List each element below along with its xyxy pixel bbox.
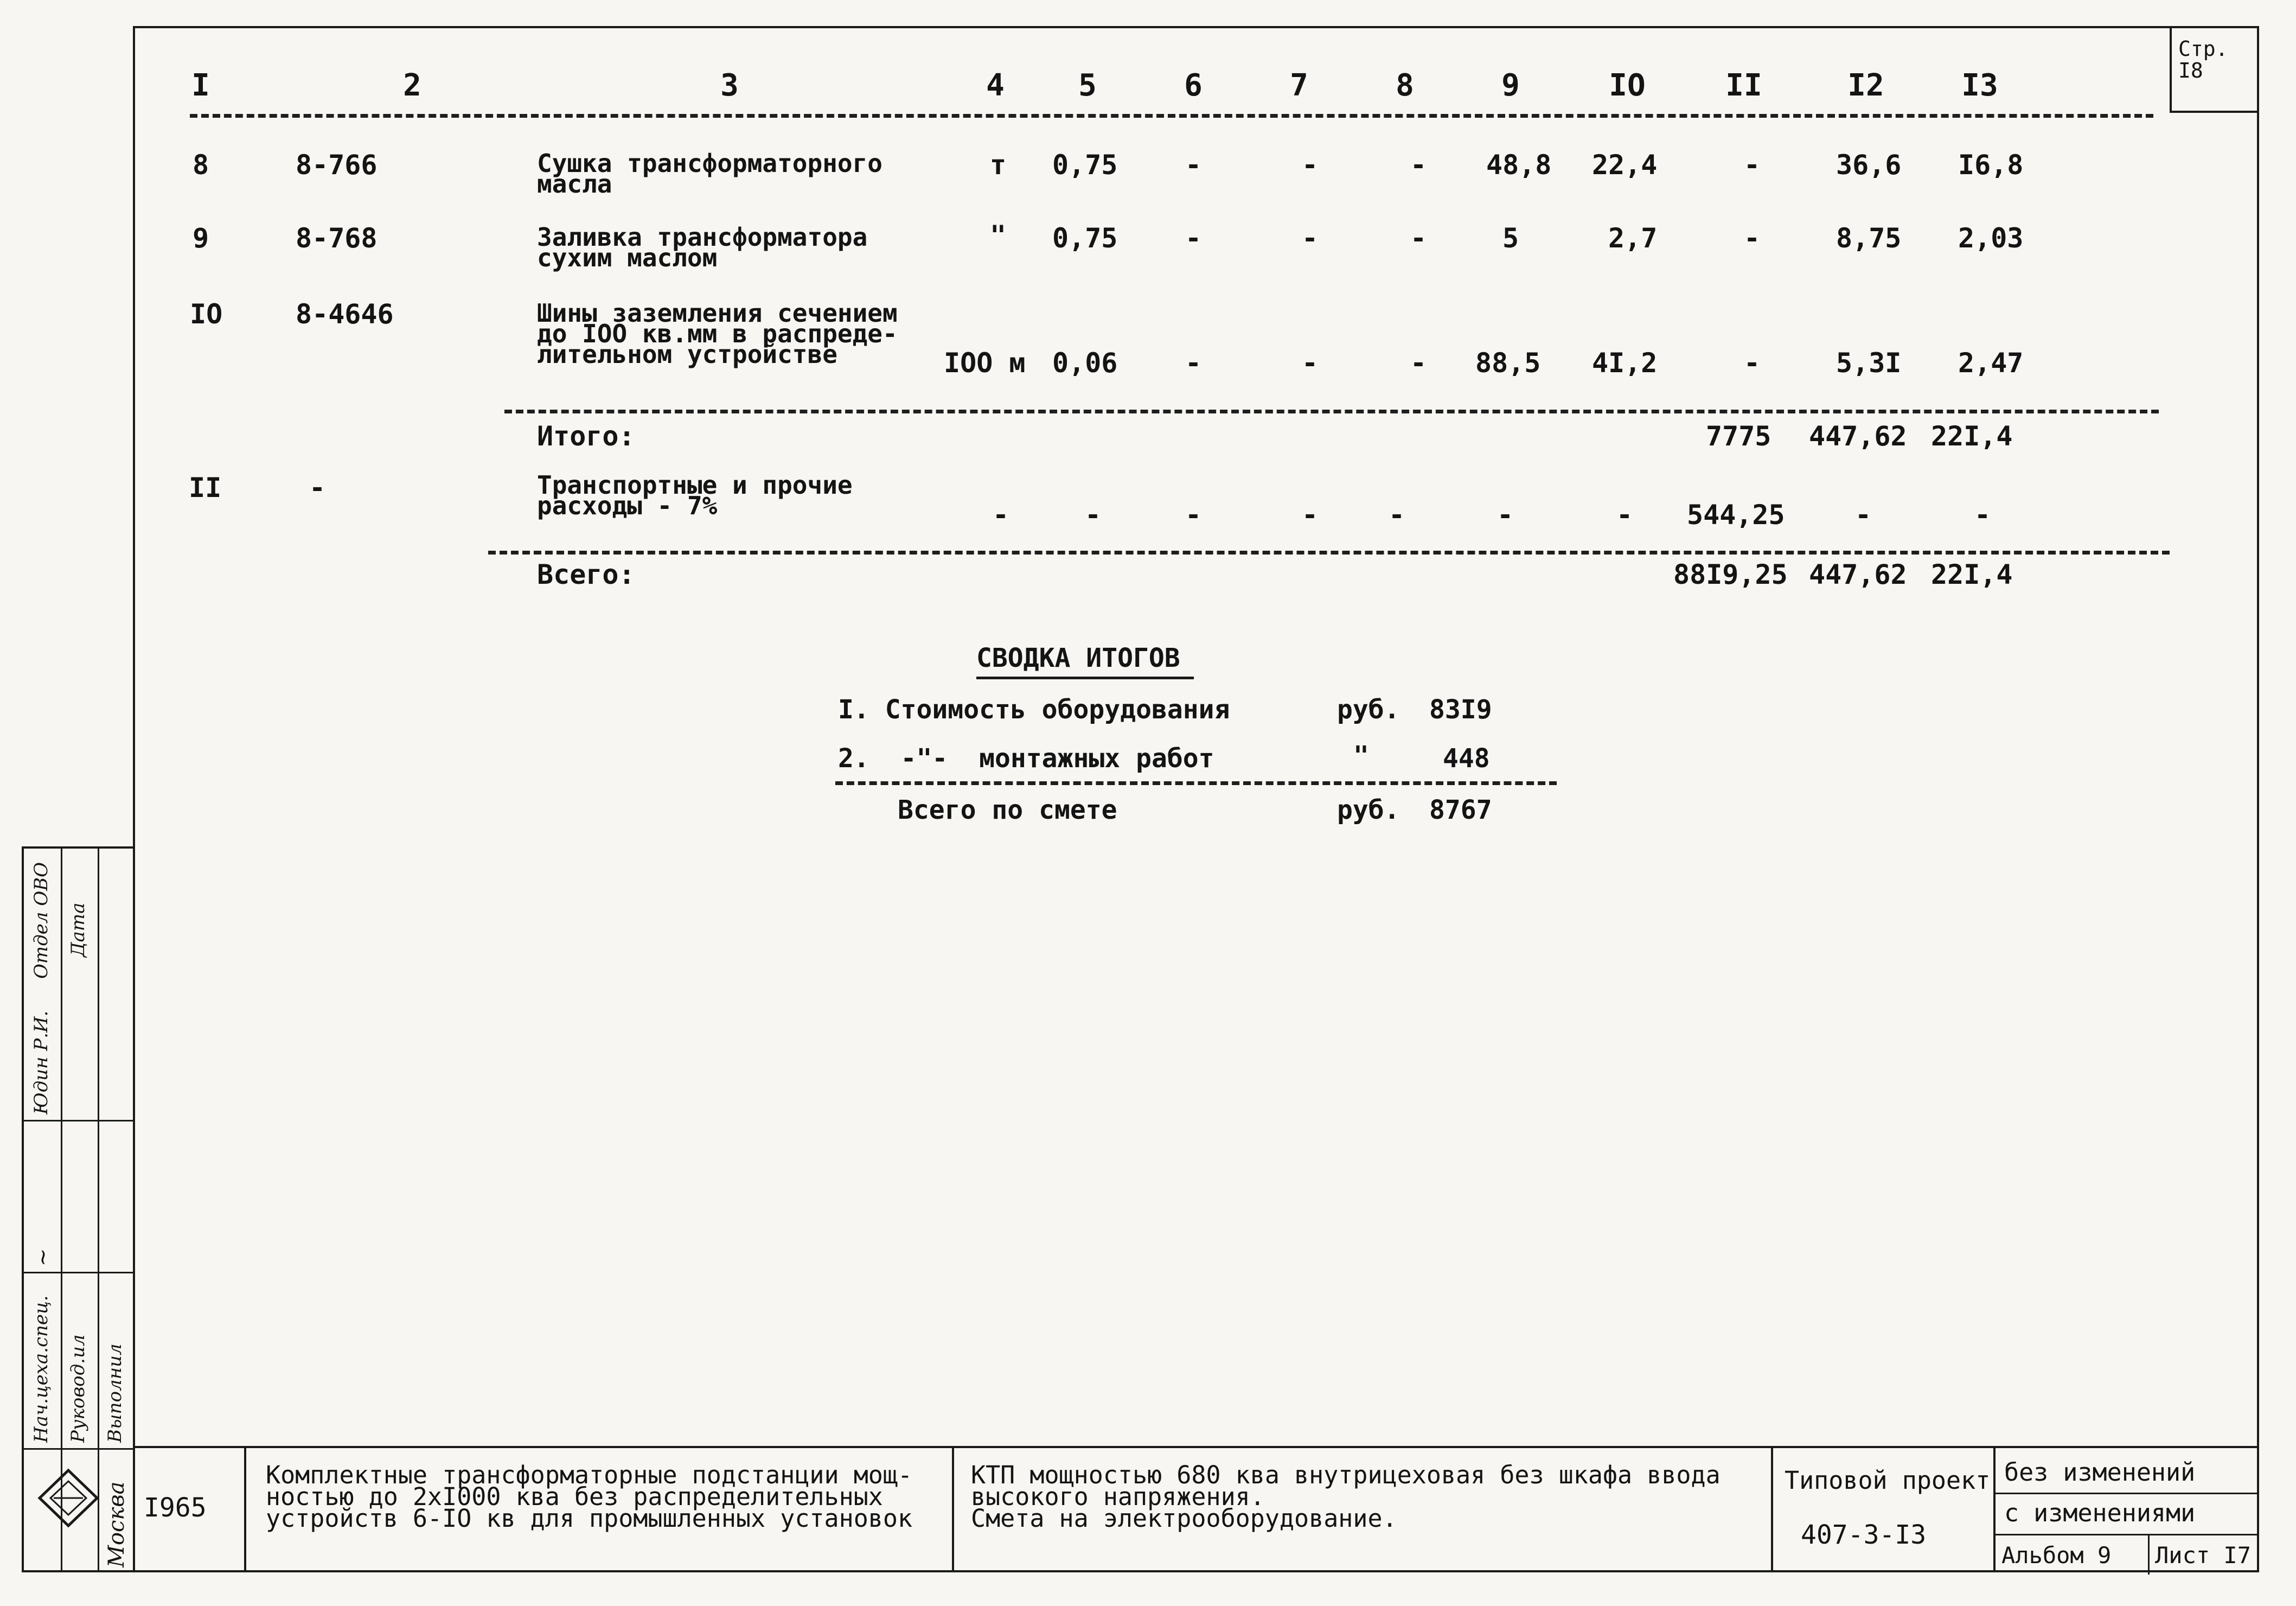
- status-changed: с изменениями: [2004, 1499, 2196, 1527]
- summary-title: СВОДКА ИТОГОВ: [976, 643, 1194, 679]
- row-dash: -: [993, 499, 1009, 531]
- col-header-6: 6: [1184, 68, 1203, 103]
- year: I965: [144, 1493, 207, 1523]
- sheet-description: КТП мощностью 680 ква внутрицеховая без шкафа ввода высокого напряжения. Смета на электрооборудование.: [971, 1461, 1721, 1533]
- sheet-label: Стр.: [2178, 37, 2228, 61]
- row-col12: 36,6: [1836, 149, 1902, 181]
- album-number: Альбом 9: [2001, 1542, 2112, 1569]
- row-number: IO: [190, 298, 223, 330]
- col-header-10: IO: [1609, 68, 1646, 103]
- row-col11: -: [1744, 222, 1761, 254]
- col-header-4: 4: [986, 68, 1005, 103]
- total-col13: 22I,4: [1931, 559, 2013, 590]
- row-dash: -: [1302, 499, 1319, 531]
- row-col11: -: [1744, 347, 1761, 379]
- col-header-13: I3: [1961, 68, 1998, 103]
- col-header-2: 2: [403, 68, 421, 103]
- drawing-frame: [133, 26, 2259, 1572]
- row-col6: -: [1185, 222, 1202, 254]
- row-col9: 5: [1502, 222, 1519, 254]
- status-unchanged: без изменений: [2004, 1458, 2196, 1487]
- summary-line2-unit: ": [1353, 741, 1369, 771]
- col-header-3: 3: [720, 68, 739, 103]
- summary-divider: [835, 781, 1557, 785]
- summary-line2-label: 2. -"- монтажных работ: [838, 743, 1214, 774]
- col-header-5: 5: [1078, 68, 1097, 103]
- total-label: Всего:: [537, 559, 635, 590]
- summary-total-label: Всего по смете: [898, 795, 1117, 825]
- row-col6: -: [1185, 347, 1202, 379]
- row-col13: I6,8: [1958, 149, 2024, 181]
- row-code: 8-4646: [296, 298, 394, 330]
- stamp-city: Москва: [104, 1481, 129, 1567]
- summary-total-unit: руб.: [1337, 795, 1400, 825]
- subtotal-col12: 447,62: [1809, 420, 1907, 452]
- row-col12: -: [1855, 499, 1872, 531]
- col-header-9: 9: [1501, 68, 1520, 103]
- stamp-role-3: Выполнил: [104, 1343, 126, 1443]
- row-number: II: [189, 472, 222, 504]
- signature-mark: ~: [30, 1248, 55, 1266]
- col-header-1: I: [191, 68, 210, 103]
- stamp-department: Отдел ОВО: [30, 862, 52, 979]
- row-number: 9: [193, 222, 209, 254]
- row-qty: 0,06: [1052, 347, 1118, 379]
- stamp-head-text: Юдин Р.И.: [30, 1010, 52, 1114]
- type-project-label: Типовой проект: [1785, 1466, 1991, 1495]
- row-col7: -: [1302, 222, 1319, 254]
- project-name: Комплектные трансформаторные подстанции мощ- ностью до 2хI000 ква без распределительных устройств 6-IO кв для промышленных установок: [266, 1461, 913, 1533]
- stamp-role-2: Руковод.ил: [67, 1334, 89, 1443]
- summary-total-value: 8767: [1429, 795, 1492, 825]
- sheet-number-box: [2170, 26, 2259, 113]
- row-col8: -: [1410, 347, 1427, 379]
- subtotal-col11: 7775: [1706, 420, 1771, 452]
- row-col12: 8,75: [1836, 222, 1902, 254]
- row-col8: -: [1410, 149, 1427, 181]
- row-qty: 0,75: [1052, 149, 1118, 181]
- header-divider: [190, 114, 2153, 118]
- col-header-8: 8: [1396, 68, 1414, 103]
- row-unit: т: [990, 149, 1007, 181]
- col-header-7: 7: [1290, 68, 1308, 103]
- approval-stamp: [22, 846, 133, 1572]
- row-col8: -: [1410, 222, 1427, 254]
- row-col10: 22,4: [1592, 149, 1658, 181]
- summary-line1-unit: руб.: [1337, 694, 1400, 725]
- subtotal-label: Итого:: [537, 420, 635, 452]
- total-col11: 88I9,25: [1673, 559, 1788, 590]
- row-dash: -: [1085, 499, 1102, 531]
- sheet-number-label: Лист I7: [2155, 1542, 2252, 1569]
- row-col7: -: [1302, 149, 1319, 181]
- row-number: 8: [193, 149, 209, 181]
- title-block: [133, 1446, 2259, 1572]
- summary-line2-value: 448: [1443, 743, 1490, 774]
- total-col12: 447,62: [1809, 559, 1907, 590]
- row-code: 8-768: [296, 222, 378, 254]
- row-col13: -: [1974, 499, 1991, 531]
- subtotal-divider: [504, 410, 2159, 413]
- row-col10: 2,7: [1608, 222, 1658, 254]
- summary-line1-label: I. Стоимость оборудования: [838, 694, 1230, 725]
- row-col6: -: [1185, 149, 1202, 181]
- row-dash: -: [1497, 499, 1514, 531]
- organization-logo: [37, 1467, 100, 1529]
- sheet-number: I8: [2178, 59, 2203, 82]
- row-unit: IOO м: [944, 347, 1026, 379]
- row-col13: 2,47: [1958, 347, 2024, 379]
- row-description: Шины заземления сечением до IOO кв.мм в распреде- лительном устройстве: [537, 298, 898, 369]
- summary-line1-value: 83I9: [1429, 694, 1492, 725]
- row-code: -: [309, 472, 326, 504]
- row-col7: -: [1302, 347, 1319, 379]
- row-description: Сушка трансформаторного масла: [537, 149, 882, 199]
- row-description: Транспортные и прочие расходы - 7%: [537, 470, 853, 520]
- row-dash: -: [1616, 499, 1633, 531]
- type-project-number: 407-3-I3: [1801, 1520, 1927, 1550]
- row-col11: 544,25: [1687, 499, 1785, 531]
- row-unit: ": [990, 220, 1007, 251]
- stamp-role-1: Нач.цеха.спец.: [30, 1295, 52, 1443]
- row-col12: 5,3I: [1836, 347, 1902, 379]
- col-header-12: I2: [1847, 68, 1884, 103]
- row-description: Заливка трансформатора сухим маслом: [537, 222, 868, 272]
- stamp-date-label: Дата: [67, 902, 89, 957]
- row-code: 8-766: [296, 149, 378, 181]
- row-col9: 48,8: [1486, 149, 1552, 181]
- row-dash: -: [1185, 499, 1202, 531]
- row-qty: 0,75: [1052, 222, 1118, 254]
- col-header-11: II: [1725, 68, 1762, 103]
- row-col11: -: [1744, 149, 1761, 181]
- row-col13: 2,03: [1958, 222, 2024, 254]
- row-col10: 4I,2: [1592, 347, 1658, 379]
- total-divider: [488, 551, 2170, 555]
- row-dash: -: [1389, 499, 1405, 531]
- subtotal-col13: 22I,4: [1931, 420, 2013, 452]
- row-col9: 88,5: [1475, 347, 1541, 379]
